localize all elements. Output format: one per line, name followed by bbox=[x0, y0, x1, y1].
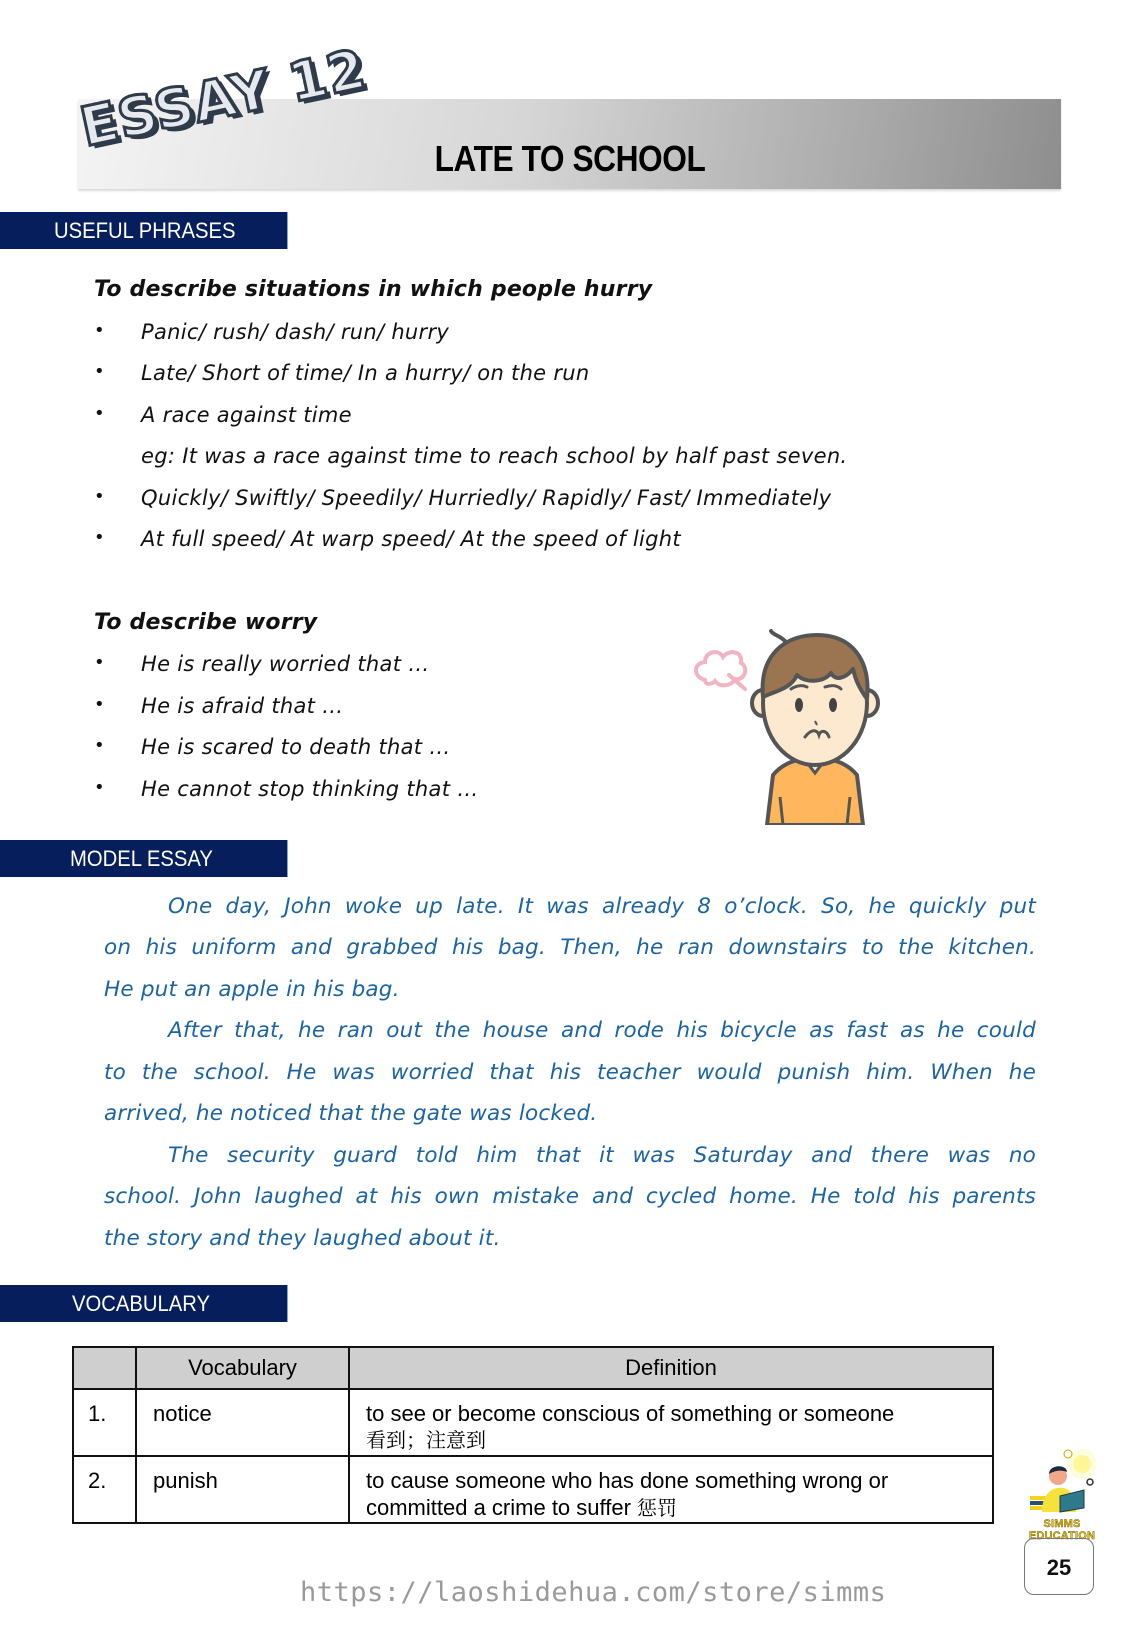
bullet-icon: • bbox=[94, 652, 105, 673]
column-header-number bbox=[73, 1347, 136, 1389]
column-header-vocabulary: Vocabulary bbox=[136, 1347, 349, 1389]
table-header-row bbox=[73, 1347, 993, 1389]
bullet-icon: • bbox=[94, 527, 105, 548]
bullet-icon: • bbox=[94, 735, 105, 756]
table-row bbox=[73, 1456, 993, 1523]
bullet-icon: • bbox=[94, 777, 105, 798]
vocab-definition bbox=[349, 1456, 993, 1523]
definition-chinese: 惩罚 bbox=[637, 1496, 678, 1520]
section-header-useful-phrases bbox=[0, 212, 288, 249]
essay-line: on his uniform and grabbed his bag. Then, he ran downstairs to the kitchen. bbox=[104, 935, 1036, 960]
essay-line: arrived, he noticed that the gate was locked. bbox=[104, 1101, 598, 1126]
essay-line: to the school. He was worried that his teacher would punish him. When he bbox=[104, 1060, 1036, 1085]
boy-body bbox=[752, 631, 878, 825]
essay-line: the story and they laughed about it. bbox=[104, 1226, 501, 1251]
vocabulary-table bbox=[72, 1346, 994, 1524]
bullet-icon: • bbox=[94, 320, 105, 341]
phrases-heading-worry: To describe worry bbox=[94, 610, 318, 635]
logo-text: SIMMS EDUCATION bbox=[1028, 1518, 1096, 1542]
definition-text: committed a crime to suffer bbox=[366, 1495, 631, 1520]
essay-line: One day, John woke up late. It was already 8 o’clock. So, he quickly put bbox=[168, 894, 1036, 919]
page-number: 25 bbox=[1024, 1538, 1094, 1595]
section-label: MODEL ESSAY bbox=[70, 846, 213, 871]
bullet-icon: • bbox=[94, 694, 105, 715]
vocab-word: notice bbox=[136, 1389, 349, 1456]
section-header-model-essay bbox=[0, 840, 288, 877]
worried-boy-illustration bbox=[685, 625, 900, 825]
essay-number-label: ESSAY 12 bbox=[74, 37, 372, 159]
vocab-definition bbox=[349, 1389, 993, 1456]
table-row bbox=[73, 1389, 993, 1456]
page-title: LATE TO SCHOOL bbox=[434, 138, 706, 179]
sigh-cloud-icon bbox=[696, 652, 745, 689]
section-label: VOCABULARY bbox=[72, 1291, 210, 1316]
definition-chinese: 看到；注意到 bbox=[366, 1428, 486, 1452]
essay-line: He put an apple in his bag. bbox=[104, 977, 400, 1002]
row-number: 1. bbox=[73, 1389, 136, 1456]
student-reading-icon bbox=[1012, 1446, 1112, 1518]
definition-text: to cause someone who has done something wrong or bbox=[366, 1468, 889, 1493]
essay-line: school. John laughed at his own mistake and cycled home. He told his parents bbox=[104, 1184, 1036, 1209]
bullet-icon: • bbox=[94, 486, 105, 507]
simms-education-logo bbox=[1012, 1446, 1112, 1542]
section-header-vocabulary bbox=[0, 1285, 288, 1322]
essay-line: The security guard told him that it was Saturday and there was no bbox=[168, 1143, 1036, 1168]
bullet-icon: • bbox=[94, 361, 105, 382]
column-header-definition: Definition bbox=[349, 1347, 993, 1389]
vocab-word: punish bbox=[136, 1456, 349, 1523]
essay-line: After that, he ran out the house and rode his bicycle as fast as he could bbox=[168, 1018, 1036, 1043]
bullet-icon: • bbox=[94, 403, 105, 424]
phrases-heading-hurry: To describe situations in which people hurry bbox=[94, 277, 653, 302]
row-number: 2. bbox=[73, 1456, 136, 1523]
definition-text: to see or become conscious of something or someone bbox=[366, 1401, 895, 1426]
section-label: USEFUL PHRASES bbox=[54, 218, 236, 243]
footer-url[interactable]: https://laoshidehua.com/store/simms bbox=[300, 1577, 887, 1608]
